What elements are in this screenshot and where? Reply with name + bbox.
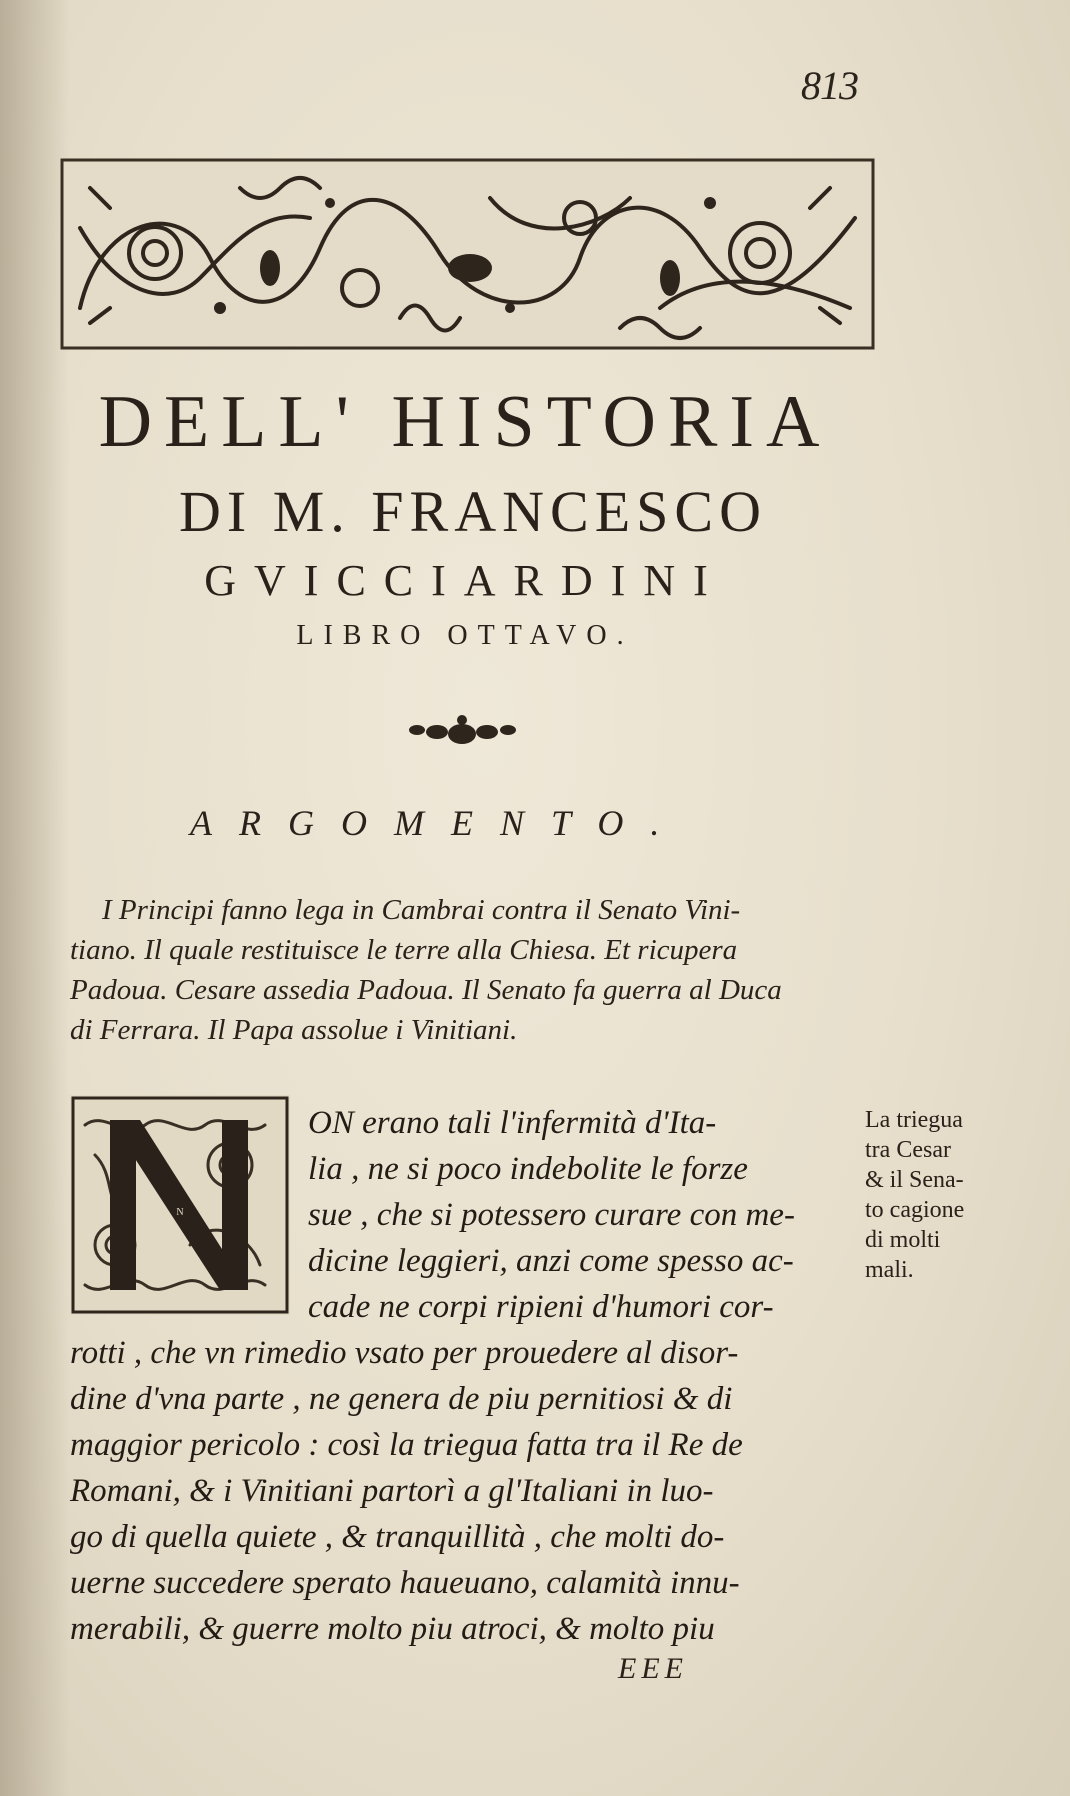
signature-mark: EEE [618, 1652, 688, 1685]
body-line: maggior pericolo : così la triegua fatta tra il Re de [70, 1427, 743, 1463]
body-line: uerne succedere sperato haueuano, calamità innu- [70, 1565, 740, 1601]
page-number: 813 [801, 63, 858, 108]
marginal-note-line: mali. [865, 1257, 914, 1283]
body-line: go di quella quiete , & tranquillità , che molti do- [70, 1519, 725, 1555]
body-line: dicine leggieri, anzi come spesso ac- [308, 1243, 794, 1279]
argument-line: Padoua. Cesare assedia Padoua. Il Senato fa guerra al Duca [70, 974, 782, 1006]
marginal-note-line: & il Sena- [865, 1167, 964, 1193]
argument-line: tiano. Il quale restituisce le terre alla Chiesa. Et ricupera [70, 934, 738, 966]
ornamental-headpiece [60, 158, 875, 350]
marginal-note-line: tra Cesar [865, 1137, 951, 1163]
title-line-4: LIBRO OTTAVO. [296, 620, 634, 651]
marginal-note-line: La triegua [865, 1107, 963, 1133]
body-line: ON erano tali l'infermità d'Ita- [308, 1105, 717, 1141]
body-line: dine d'vna parte , ne genera de piu pernitiosi & di [70, 1381, 733, 1417]
body-line: Romani, & i Vinitiani partorì a gl'Italiani in luo- [70, 1473, 714, 1509]
body-line: rotti , che vn rimedio vsato per prouedere al disor- [70, 1335, 739, 1371]
drop-cap-letter: N [176, 1207, 184, 1218]
headpiece-ornament-icon [60, 158, 875, 350]
body-line: cade ne corpi ripieni d'humori cor- [308, 1289, 774, 1325]
body-text [70, 1100, 870, 1652]
title-line-3: GVICCIARDINI [204, 556, 726, 605]
body-line: merabili, & guerre molto piu atroci, & molto piu [70, 1611, 715, 1647]
title-line-1: DELL' HISTORIA [98, 381, 832, 463]
marginal-note [865, 1105, 1000, 1285]
body-line: sue , che si potessero curare con me- [308, 1197, 795, 1233]
body-line: lia , ne si poco indebolite le forze [308, 1151, 748, 1187]
argument-summary [70, 890, 870, 1050]
fleuron-icon [405, 712, 520, 752]
argument-line: di Ferrara. Il Papa assolue i Vinitiani. [70, 1014, 518, 1046]
argument-line: I Principi fanno lega in Cambrai contra il Senato Vini- [102, 894, 741, 926]
argomento-heading: ARGOMENTO. [190, 803, 687, 843]
marginal-note-line: di molti [865, 1227, 941, 1253]
marginal-note-line: to cagione [865, 1197, 965, 1223]
title-line-2: DI M. FRANCESCO [179, 479, 767, 544]
